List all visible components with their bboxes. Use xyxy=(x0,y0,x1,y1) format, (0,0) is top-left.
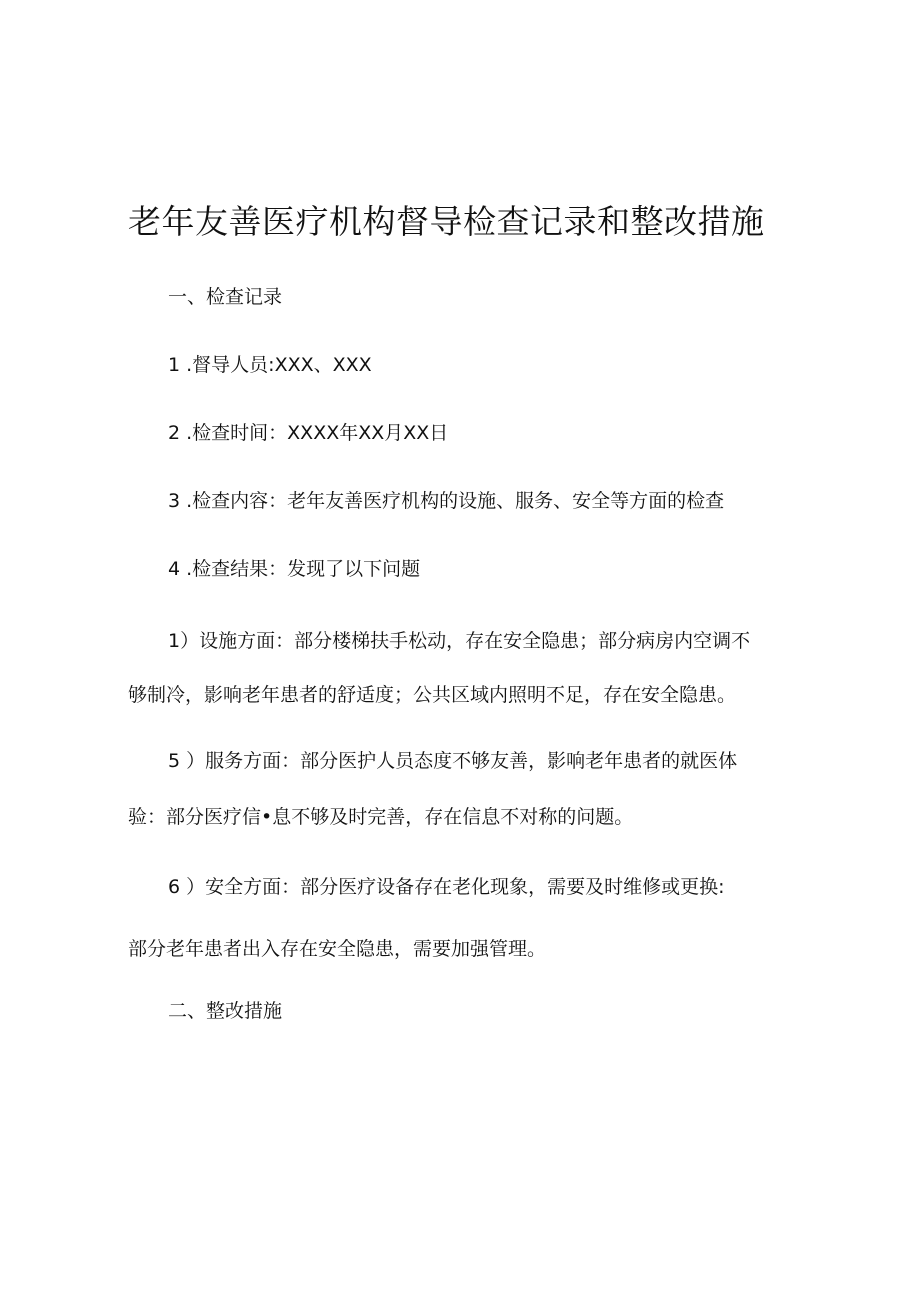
item-facilities-line2: 够制冷，影响老年患者的舒适度；公共区域内照明不足，存在安全隐患。 xyxy=(128,684,737,706)
item-safety-line2: 部分老年患者出入存在安全隐患，需要加强管理。 xyxy=(128,938,547,960)
item-inspection-content: 3 .检查内容：老年友善医疗机构的设施、服务、安全等方面的检查 xyxy=(168,490,725,512)
section-heading-rectification: 二、整改措施 xyxy=(168,1000,283,1022)
item-safety-line1: 6 ）安全方面：部分医疗设备存在老化现象，需要及时维修或更换: xyxy=(168,876,725,898)
item-inspection-time: 2 .检查时间：XXXX年XX月XX日 xyxy=(168,422,449,444)
item-supervisors: 1 .督导人员:XXX、XXX xyxy=(168,354,372,376)
item-facilities-line1: 1）设施方面：部分楼梯扶手松动，存在安全隐患；部分病房内空调不 xyxy=(168,630,751,652)
item-service-line1: 5 ）服务方面：部分医护人员态度不够友善，影响老年患者的就医体 xyxy=(168,750,738,772)
item-inspection-result: 4 .检查结果：发现了以下问题 xyxy=(168,558,421,580)
item-service-line2: 验：部分医疗信•息不够及时完善，存在信息不对称的问题。 xyxy=(128,806,634,828)
document-title: 老年友善医疗机构督导检查记录和整改措施 xyxy=(128,202,765,241)
section-heading-inspection-record: 一、检查记录 xyxy=(168,286,283,308)
